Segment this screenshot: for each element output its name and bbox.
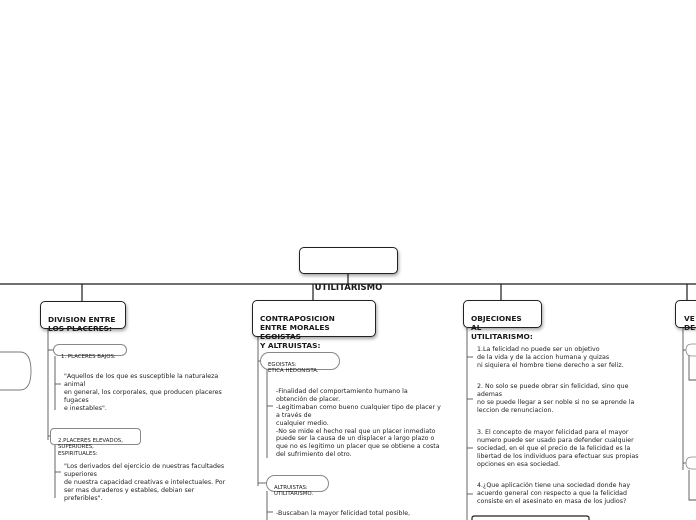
topic-placeres-bajos[interactable]: [53, 344, 127, 360]
text-objecion-4: 4.¿Que aplicación tiene una sociedad donde hay acuerdo general con respecto a que la felicidad consiste en el asesinato en masa de los judios?: [477, 482, 631, 505]
topic-altruistas[interactable]: [266, 475, 329, 497]
text-objecion-2: 2. No solo se puede obrar sin felicidad, sino que ademas no se puede llegar a ser noble si no se aprende la leccion de renunciacion.: [477, 383, 635, 414]
root-title: UTILITARISMO: [314, 283, 383, 293]
partial-node-bottom: [472, 516, 589, 520]
topic-label: 2.PLACERES ELEVADOS, SUPERIORES, ESPIRITUALES:: [58, 437, 123, 457]
branch-title: CONTRAPOSICION ENTRE MORALES EGOISTAS Y ALTRUISTAS:: [260, 314, 335, 350]
topic-label: 1. PLACERES BAJOS:: [61, 353, 116, 360]
partial-node-left: [0, 352, 31, 390]
branch-division-placeres[interactable]: [40, 301, 126, 333]
root-node[interactable]: [299, 247, 398, 293]
text-placeres-elevados: "Los derivados del ejercicio de nuestras facultades superiores de nuestra capacidad creativas e intelectuales. Por ser mas duraderos y estables, debian ser preferibles".: [64, 463, 226, 502]
text-egoistas: -Finalidad del comportamiento humano la obtención de placer. -Legitimaban como bueno cualquier tipo de placer y a través de cualquier medio. -No se mide el hecho real que un placer inmediato puede ser la causa de un displacer a largo plazo o que no es legitimo un placer que se obtiene a costa del sufrimiento del otro.: [276, 388, 441, 459]
topic-label: ALTRUISTAS: UTILITARISMO.: [274, 484, 314, 497]
text-objecion-1: 1.La felicidad no puede ser un objetivo de la vida y de la accion humana y quizas ni siquiera el hombre tiene derecho a ser feliz.: [477, 346, 624, 369]
topic-label: EGOISTAS: ETICA HEDONISTA.: [268, 361, 319, 374]
branch-partial-right[interactable]: [675, 300, 696, 332]
topic-placeres-elevados[interactable]: [50, 428, 141, 457]
text-placeres-bajos: "Aquellos de los que es susceptible la naturaleza animal en general, los corporales, que producen placeres fugaces e inestables".: [64, 373, 222, 412]
branch-objeciones[interactable]: [463, 300, 542, 341]
text-objecion-3: 3. El concepto de mayor felicidad para el mayor numero puede ser usado para defender cualquier sociedad, en el que el precio de la felicidad es la libertad de los individuos para efectuar sus propias opciones en esa sociedad.: [477, 429, 639, 468]
topic-egoistas[interactable]: [260, 352, 340, 374]
text-altruistas: -Buscaban la mayor felicidad total posible,: [276, 510, 411, 517]
branch-title: DIVISION ENTRE LOS PLACERES:: [48, 315, 116, 333]
branch-contraposicion[interactable]: [252, 300, 376, 350]
branch-title: VE DE: [684, 314, 696, 332]
branch-title: OBJECIONES AL UTILITARISMO:: [471, 314, 533, 341]
